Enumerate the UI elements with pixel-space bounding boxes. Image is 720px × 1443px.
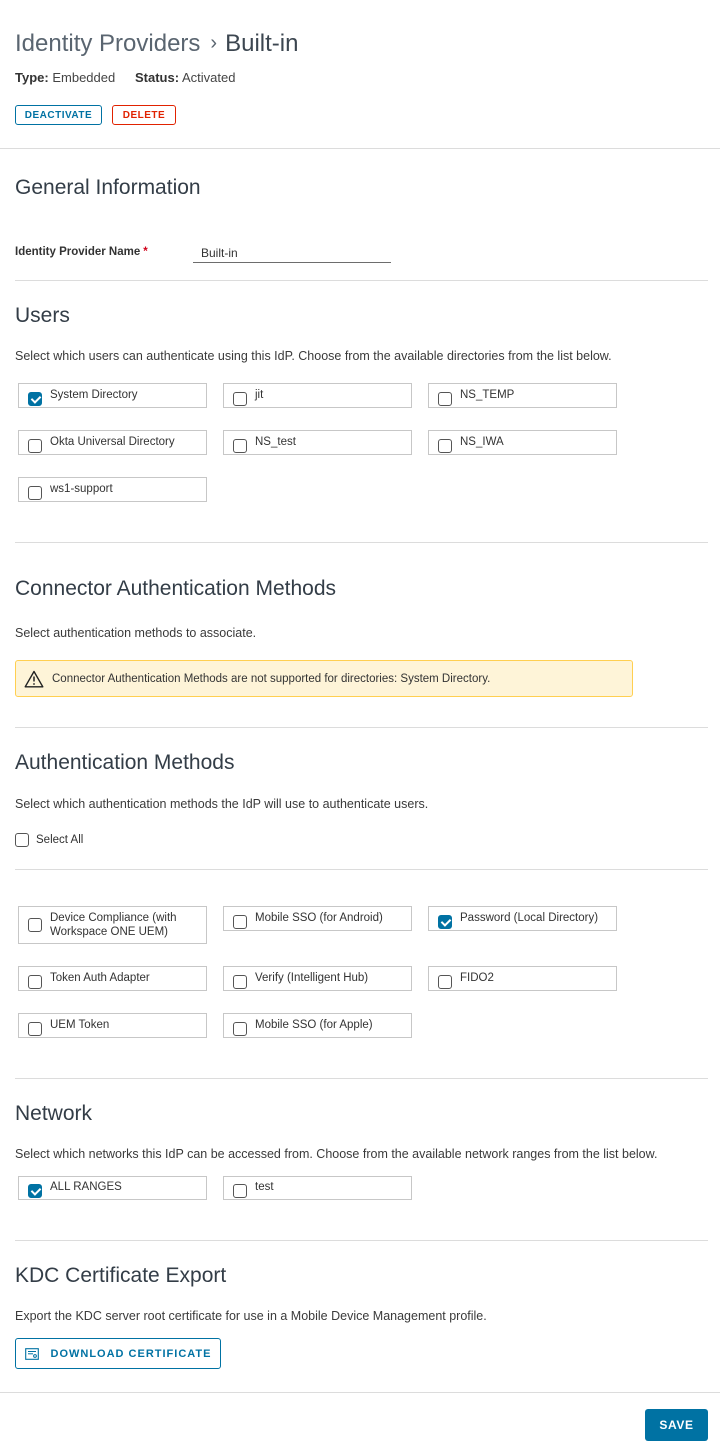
chevron-right-icon: ›: [210, 32, 218, 54]
general-information-heading: General Information: [15, 176, 201, 199]
identity-provider-name-label: [15, 246, 148, 258]
section-divider: [15, 1240, 708, 1241]
checkbox[interactable]: [28, 918, 42, 932]
select-all-label: Select All: [36, 834, 84, 846]
network-heading: Network: [15, 1102, 93, 1125]
auth-option-password-local-directory[interactable]: [428, 906, 617, 931]
checkbox[interactable]: [438, 439, 452, 453]
option-label: Token Auth Adapter: [50, 972, 150, 984]
type-label: Type:: [15, 70, 49, 85]
section-divider: [15, 727, 708, 728]
warning-triangle-icon: [16, 670, 52, 688]
section-divider: [15, 280, 708, 281]
user-option-ns-test[interactable]: [223, 430, 412, 455]
checkbox[interactable]: [438, 392, 452, 406]
option-label: ALL RANGES: [50, 1181, 122, 1193]
checkbox[interactable]: [28, 1022, 42, 1036]
checkbox[interactable]: [233, 1022, 247, 1036]
warning-text: Connector Authentication Methods are not supported for directories: System Directory.: [52, 672, 491, 685]
user-option-okta-universal-directory[interactable]: [18, 430, 207, 455]
network-option-all-ranges[interactable]: [18, 1176, 207, 1200]
option-label: jit: [255, 389, 264, 401]
header-divider: [0, 148, 720, 149]
checkbox[interactable]: [28, 975, 42, 989]
checkbox[interactable]: [233, 1184, 247, 1198]
authentication-methods-description: Select which authentication methods the IdP will use to authenticate users.: [15, 797, 429, 811]
checkbox[interactable]: [28, 1184, 42, 1198]
network-option-test[interactable]: [223, 1176, 412, 1200]
users-description: Select which users can authenticate using this IdP. Choose from the available directories from the list below.: [15, 349, 612, 363]
checkbox[interactable]: [28, 392, 42, 406]
auth-option-token-auth-adapter[interactable]: [18, 966, 207, 991]
checkbox[interactable]: [28, 439, 42, 453]
checkbox[interactable]: [233, 915, 247, 929]
option-label: Password (Local Directory): [460, 912, 599, 924]
option-label: NS_TEMP: [460, 389, 515, 401]
user-option-system-directory[interactable]: [18, 383, 207, 408]
breadcrumb: [15, 30, 298, 58]
option-label: Verify (Intelligent Hub): [255, 972, 369, 984]
user-option-ws1-support[interactable]: [18, 477, 207, 502]
option-label: NS_IWA: [460, 436, 504, 448]
checkbox[interactable]: [233, 975, 247, 989]
checkbox[interactable]: [233, 439, 247, 453]
connector-warning-alert: [15, 660, 633, 697]
checkbox[interactable]: [438, 915, 452, 929]
select-all-checkbox[interactable]: [15, 833, 83, 847]
checkbox[interactable]: [15, 833, 29, 847]
users-heading: Users: [15, 304, 70, 327]
status-value: Activated: [181, 70, 236, 85]
required-asterisk: *: [143, 246, 148, 258]
checkbox[interactable]: [438, 975, 452, 989]
deactivate-button[interactable]: DEACTIVATE: [15, 105, 102, 125]
download-certificate-button[interactable]: [15, 1338, 221, 1369]
checkbox[interactable]: [233, 392, 247, 406]
option-label: Device Compliance (with Workspace ONE UEM): [50, 912, 177, 938]
option-label: test: [255, 1181, 274, 1193]
user-option-ns-temp[interactable]: [428, 383, 617, 408]
type-info: [15, 70, 115, 85]
option-label: Mobile SSO (for Apple): [255, 1019, 373, 1031]
auth-option-mobile-sso-android[interactable]: [223, 906, 412, 931]
auth-option-verify-intelligent-hub[interactable]: [223, 966, 412, 991]
option-label: ws1-support: [50, 483, 113, 495]
user-option-ns-iwa[interactable]: [428, 430, 617, 455]
identity-provider-name-label-text: Identity Provider Name: [15, 246, 141, 258]
identity-provider-name-input[interactable]: [193, 243, 391, 263]
type-value: Embedded: [52, 70, 116, 85]
kdc-description: Export the KDC server root certificate for use in a Mobile Device Management profile.: [15, 1309, 487, 1323]
checkbox[interactable]: [28, 486, 42, 500]
section-divider: [15, 1078, 708, 1079]
download-certificate-label: DOWNLOAD CERTIFICATE: [50, 1347, 212, 1360]
breadcrumb-parent-link[interactable]: Identity Providers: [15, 30, 201, 57]
option-label: Okta Universal Directory: [50, 436, 175, 448]
option-label: System Directory: [50, 389, 138, 401]
option-label: FIDO2: [460, 972, 494, 984]
section-divider: [15, 542, 708, 543]
auth-option-uem-token[interactable]: [18, 1013, 207, 1038]
status-label: Status:: [135, 70, 180, 85]
auth-option-device-compliance[interactable]: [18, 906, 207, 944]
auth-option-fido2[interactable]: [428, 966, 617, 991]
connector-authentication-methods-heading: Connector Authentication Methods: [15, 577, 337, 600]
footer-divider: [0, 1392, 720, 1393]
status-info: [135, 70, 235, 85]
kdc-certificate-export-heading: KDC Certificate Export: [15, 1264, 227, 1287]
page-title: Built-in: [225, 30, 299, 57]
option-label: Mobile SSO (for Android): [255, 912, 383, 924]
authentication-methods-heading: Authentication Methods: [15, 751, 235, 774]
option-label: UEM Token: [50, 1019, 110, 1031]
option-label: NS_test: [255, 436, 296, 448]
certificate-icon: [25, 1348, 39, 1360]
delete-button[interactable]: DELETE: [112, 105, 176, 125]
auth-option-mobile-sso-apple[interactable]: [223, 1013, 412, 1038]
save-button[interactable]: SAVE: [645, 1409, 708, 1441]
user-option-jit[interactable]: [223, 383, 412, 408]
connector-description: Select authentication methods to associate.: [15, 626, 257, 640]
network-description: Select which networks this IdP can be accessed from. Choose from the available network ranges from the list below.: [15, 1147, 658, 1161]
section-divider: [15, 869, 708, 870]
